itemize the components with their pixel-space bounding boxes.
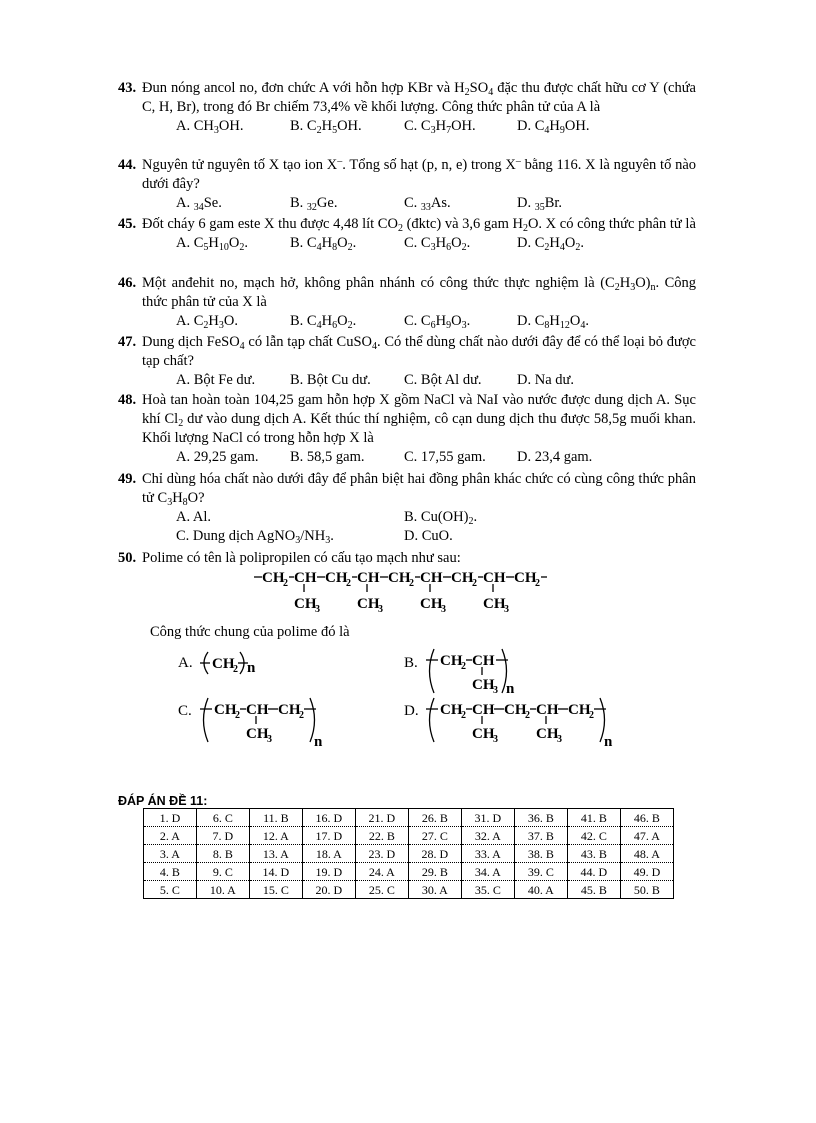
answer-cell: 22. B (355, 827, 408, 845)
answer-cell: 13. A (249, 845, 302, 863)
q50-option-b-label: B. (404, 655, 418, 671)
answer-cell: 36. B (514, 809, 567, 827)
answer-option: C. 17,55 gam. (404, 449, 486, 465)
answer-option: C. $C_6H_9O_3$. (404, 313, 471, 331)
answer-option: A. $_{34}$Se. (176, 195, 222, 213)
svg-text:2: 2 (235, 710, 240, 721)
formula-text: CH (294, 570, 317, 586)
svg-text:CH: CH (246, 702, 269, 718)
table-row (144, 863, 674, 881)
answer-cell: 31. D (461, 809, 514, 827)
q50-option-a-label: A. (178, 655, 193, 671)
svg-text:3: 3 (557, 734, 562, 745)
formula-text: 2 (409, 578, 414, 589)
formula-text: CH (420, 570, 443, 586)
answer-options (176, 371, 696, 390)
answer-cell: 15. C (249, 881, 302, 899)
formula-text: 2 (346, 578, 351, 589)
formula-text: 3 (378, 604, 383, 615)
question (118, 215, 696, 253)
answer-cell: 21. D (355, 809, 408, 827)
answer-option: B. 58,5 gam. (290, 449, 365, 465)
answer-cell: 28. D (408, 845, 461, 863)
answer-cell: 46. B (620, 809, 673, 827)
q50-option-c-formula (196, 694, 336, 748)
answer-cell: 41. B (567, 809, 620, 827)
answer-option: D. $C_4H_9OH$. (517, 118, 590, 136)
question-text: Đốt cháy 6 gam este X thu được 4,48 lít $CO_2$ (đktc) và 3,6 gam $H_2O$. X có công thức phân tử là (142, 216, 696, 234)
answer-option: A. $C_5H_{10}O_2$. (176, 235, 248, 253)
answer-cell: 17. D (302, 827, 355, 845)
q50-option-a-formula (196, 648, 276, 678)
answer-cell: 16. D (302, 809, 355, 827)
question-number: 47. (118, 334, 137, 350)
svg-text:CH: CH (440, 653, 463, 669)
svg-text:n: n (247, 660, 256, 676)
answer-cell: 27. C (408, 827, 461, 845)
answer-cell: 39. C (514, 863, 567, 881)
svg-text:CH: CH (214, 702, 237, 718)
answer-cell: 33. A (461, 845, 514, 863)
question-text: Dung dịch FeSO$_4$ có lẫn tạp chất CuSO$_4$. Có thể dùng chất nào dưới đây để có thể loại bỏ được tạp chất? (142, 334, 696, 369)
answer-option: B. Bột Cu dư. (290, 372, 371, 388)
polypropylene-structure (250, 566, 570, 618)
answer-cell: 11. B (249, 809, 302, 827)
question-number: 46. (118, 275, 137, 291)
formula-text: CH (294, 596, 317, 612)
question-text: Một anđehit no, mạch hở, không phân nhánh có công thức thực nghiệm là $(C_2H_3O)_n$. Công thức phân tử của X là (142, 275, 697, 310)
table-row (144, 809, 674, 827)
formula-text: CH (325, 570, 348, 586)
q50-option-d-formula (422, 694, 622, 748)
q50-option-c-label: C. (178, 703, 192, 719)
answer-cell: 20. D (302, 881, 355, 899)
formula-text: CH (420, 596, 443, 612)
answer-option: C. Dung dịch $AgNO_3/NH_3$. (176, 528, 334, 546)
answer-option: A. $CH_3OH$. (176, 118, 244, 136)
formula-text: 2 (472, 578, 477, 589)
answer-cell: 48. A (620, 845, 673, 863)
formula-text: CH (357, 570, 380, 586)
answer-options (176, 312, 696, 331)
svg-text:CH: CH (472, 726, 495, 742)
answer-option: B. $C_4H_8O_2$. (290, 235, 357, 253)
svg-text:CH: CH (504, 702, 527, 718)
svg-text:n: n (314, 734, 323, 748)
answer-cell: 50. B (620, 881, 673, 899)
answer-cell: 12. A (249, 827, 302, 845)
formula-text: 2 (535, 578, 540, 589)
svg-text:2: 2 (525, 710, 530, 721)
answer-option: D. $C_8H_{12}O_4$. (517, 313, 589, 331)
formula-text: CH (262, 570, 285, 586)
question-text: Nguyên tử nguyên tố X tạo ion X–. Tổng số hạt (p, n, e) trong X– bằng 116. X là nguyên tố nào dưới đây? (142, 156, 697, 192)
question-text: Chỉ dùng hóa chất nào dưới đây để phân biệt hai đồng phân khác chức có cùng công thức phân tử $C_3H_8O$? (142, 471, 696, 508)
answer-cell: 29. B (408, 863, 461, 881)
answer-option: C. Bột Al dư. (404, 372, 482, 388)
answer-option: B. $Cu(OH)_2$. (404, 509, 478, 527)
svg-text:2: 2 (461, 661, 466, 672)
answer-option: D. CuO. (404, 528, 453, 544)
answer-cell: 44. D (567, 863, 620, 881)
question (118, 391, 696, 467)
answer-cell: 4. B (144, 863, 197, 881)
answer-key-table (143, 808, 674, 899)
table-row (144, 845, 674, 863)
answer-cell: 43. B (567, 845, 620, 863)
table-row (144, 827, 674, 845)
answer-options (176, 527, 696, 546)
question (118, 79, 696, 136)
svg-text:n: n (604, 734, 613, 748)
question (118, 274, 696, 331)
answer-options (176, 448, 696, 467)
question-text: Polime có tên là polipropilen có cấu tạo mạch như sau: (142, 550, 461, 566)
answer-cell: 42. C (567, 827, 620, 845)
answer-cell: 37. B (514, 827, 567, 845)
answer-cell: 3. A (144, 845, 197, 863)
answer-cell: 45. B (567, 881, 620, 899)
answer-cell: 32. A (461, 827, 514, 845)
svg-text:2: 2 (461, 710, 466, 721)
answer-option: A. $C_2H_3O$. (176, 313, 238, 331)
answer-cell: 23. D (355, 845, 408, 863)
answer-cell: 6. C (196, 809, 249, 827)
question-number: 48. (118, 392, 137, 408)
answer-cell: 47. A (620, 827, 673, 845)
answer-cell: 8. B (196, 845, 249, 863)
answer-cell: 35. C (461, 881, 514, 899)
svg-text:CH: CH (472, 653, 495, 669)
q50-caption: Công thức chung của polime đó là (150, 624, 350, 640)
answer-option: D. $_{35}$Br. (517, 195, 563, 213)
answer-cell: 7. D (196, 827, 249, 845)
answer-cell: 24. A (355, 863, 408, 881)
answer-cell: 49. D (620, 863, 673, 881)
answer-option: D. $C_2H_4O_2$. (517, 235, 584, 253)
answer-cell: 25. C (355, 881, 408, 899)
answer-cell: 2. A (144, 827, 197, 845)
question-number: 45. (118, 216, 137, 232)
svg-text:CH: CH (246, 726, 269, 742)
answer-option: B. $C_4H_6O_2$. (290, 313, 357, 331)
question (118, 333, 696, 390)
answer-options (176, 508, 696, 527)
answer-cell: 1. D (144, 809, 197, 827)
svg-text:3: 3 (493, 685, 498, 696)
answer-option: C. $_{33}$As. (404, 195, 451, 213)
svg-text:CH: CH (472, 702, 495, 718)
answer-cell: 5. C (144, 881, 197, 899)
question-number: 50. (118, 550, 137, 566)
answer-cell: 34. A (461, 863, 514, 881)
formula-text: CH (451, 570, 474, 586)
answer-options (176, 194, 696, 213)
formula-text: CH (483, 570, 506, 586)
table-row (144, 881, 674, 899)
formula-text: CH (483, 596, 506, 612)
answer-cell: 40. A (514, 881, 567, 899)
svg-text:CH: CH (440, 702, 463, 718)
svg-text:CH: CH (568, 702, 591, 718)
question-number: 43. (118, 80, 137, 96)
answer-cell: 38. B (514, 845, 567, 863)
svg-text:CH: CH (536, 702, 559, 718)
svg-text:2: 2 (233, 664, 238, 675)
answer-option: C. $C_3H_6O_2$. (404, 235, 471, 253)
formula-text: CH (357, 596, 380, 612)
answer-cell: 26. B (408, 809, 461, 827)
svg-text:3: 3 (267, 734, 272, 745)
answer-cell: 10. A (196, 881, 249, 899)
answer-options (176, 234, 696, 253)
formula-text: CH (514, 570, 537, 586)
answer-option: D. 23,4 gam. (517, 449, 593, 465)
svg-text:CH: CH (278, 702, 301, 718)
svg-text:2: 2 (589, 710, 594, 721)
svg-text:n: n (506, 681, 515, 697)
answer-cell: 19. D (302, 863, 355, 881)
question-text: Hoà tan hoàn toàn 104,25 gam hỗn hợp X gồm NaCl và NaI vào nước được dung dịch A. Sục khí $Cl_2$ dư vào dung dịch A. Kết thúc thí nghiệm, cô cạn dung dịch thu được 58,5g muối khan. Khối lượng NaCl có trong hỗn hợp X là (142, 392, 696, 446)
answer-options (176, 117, 696, 136)
question-text: Đun nóng ancol no, đơn chức A với hỗn hợp KBr và $H_2SO_4$ đặc thu được chất hữu cơ Y (chứa C, H, Br), trong đó Br chiếm 73,4% về khối lượng. Công thức phân tử của A là (142, 80, 696, 115)
answer-option: A. Al. (176, 509, 212, 525)
answer-cell: 14. D (249, 863, 302, 881)
question (118, 156, 696, 213)
svg-text:CH: CH (536, 726, 559, 742)
formula-text: 3 (441, 604, 446, 615)
svg-text:CH: CH (472, 677, 495, 693)
question (118, 470, 696, 546)
answer-option: B. $_{32}$Ge. (290, 195, 338, 213)
answer-option: B. $C_2H_5OH$. (290, 118, 362, 136)
q50-option-b-formula (422, 645, 532, 697)
formula-text: 2 (283, 578, 288, 589)
answer-cell: 9. C (196, 863, 249, 881)
answer-option: C. $C_3H_7OH$. (404, 118, 476, 136)
question-number: 44. (118, 157, 137, 173)
formula-text: 3 (504, 604, 509, 615)
answer-key-title: ĐÁP ÁN ĐỀ 11: (118, 794, 208, 808)
answer-option: A. Bột Fe dư. (176, 372, 256, 388)
answer-option: A. 29,25 gam. (176, 449, 259, 465)
svg-text:3: 3 (493, 734, 498, 745)
q50-option-d-label: D. (404, 703, 419, 719)
question-number: 49. (118, 471, 137, 487)
formula-text: CH (388, 570, 411, 586)
answer-cell: 30. A (408, 881, 461, 899)
svg-text:2: 2 (299, 710, 304, 721)
answer-option: D. Na dư. (517, 372, 574, 388)
formula-text: 3 (315, 604, 320, 615)
formula-text: CH (212, 656, 235, 672)
answer-cell: 18. A (302, 845, 355, 863)
